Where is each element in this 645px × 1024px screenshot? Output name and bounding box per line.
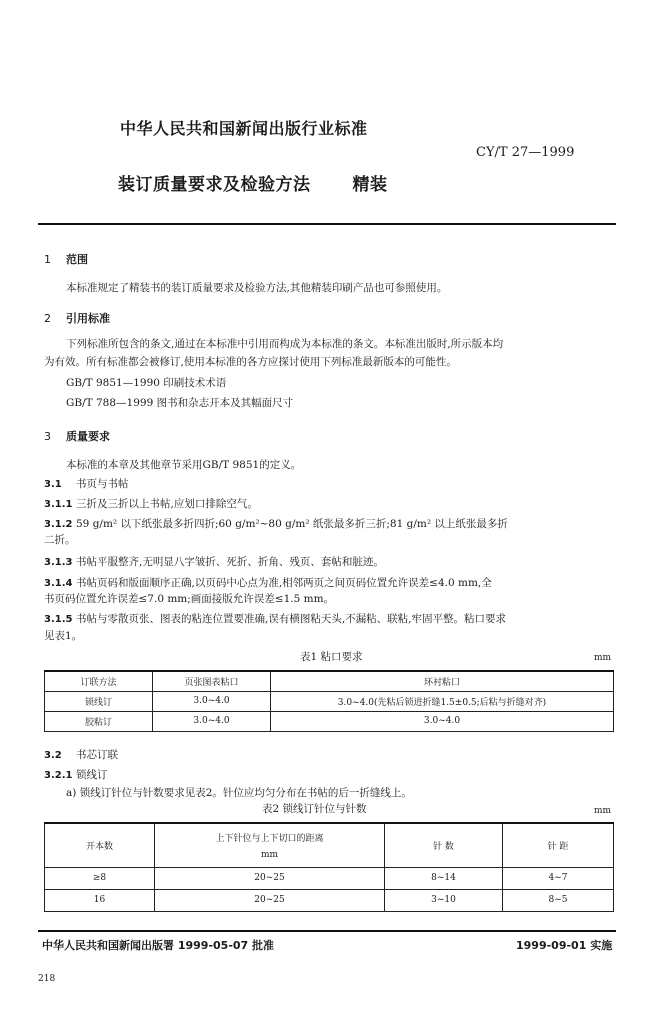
footer-rule <box>38 930 616 932</box>
clause-number: 3.1.2 <box>44 519 73 530</box>
table-1-caption: 表1 粘口要求 <box>300 651 363 663</box>
table-1 <box>44 670 614 732</box>
table-1-unit: mm <box>594 653 612 663</box>
table-2-caption: 表2 锁线订针位与针数 <box>262 803 367 815</box>
table-row <box>45 889 614 911</box>
table-cell: 3.0~4.0 <box>271 711 614 731</box>
section-title: 质量要求 <box>66 430 110 443</box>
clause-number: 3.2.1 <box>44 770 73 781</box>
reference-item: GB/T 9851—1990 印刷技术术语 <box>66 377 227 389</box>
table-cell: 3.0~4.0 <box>153 691 271 711</box>
section-title: 引用标准 <box>66 312 110 325</box>
table-header-cell-line: 上下针位与上下切口的距离 <box>215 833 324 844</box>
clause-text: 书芯订联 <box>76 749 118 761</box>
clause-3-2 <box>44 747 118 762</box>
clause-3-1-4 <box>44 575 492 590</box>
table-2 <box>44 822 614 912</box>
effective-date: 1999-09-01 实施 <box>516 939 613 952</box>
table-header-cell: 针 距 <box>503 823 614 867</box>
section-2-para-line2: 为有效。所有标准都会被修订,使用本标准的各方应探讨使用下列标准最新版本的可能性。 <box>44 356 457 368</box>
clause-3-1 <box>44 476 129 491</box>
table-row <box>45 691 614 711</box>
table-header-cell: 环衬粘口 <box>271 671 614 691</box>
section-title: 范围 <box>66 253 88 266</box>
clause-number: 3.1.5 <box>44 614 73 625</box>
section-2-para-line1: 下列标准所包含的条文,通过在本标准中引用而构成为本标准的条文。本标准出版时,所示版本均 <box>66 338 504 350</box>
table-row <box>45 711 614 731</box>
table-cell: 锁线订 <box>45 691 153 711</box>
document-title-sub: 精装 <box>352 175 388 195</box>
clause-number: 3.1.3 <box>44 557 73 568</box>
table-cell: ≥8 <box>45 867 155 889</box>
document-title <box>118 170 388 195</box>
section-number: 1 <box>44 253 51 266</box>
table-cell: 20~25 <box>155 867 385 889</box>
section-1-heading <box>44 251 88 267</box>
table-header-cell: 页张图表粘口 <box>153 671 271 691</box>
clause-text: 书页与书帖 <box>76 478 129 490</box>
clause-number: 3.2 <box>44 750 62 761</box>
table-cell: 胶粘订 <box>45 711 153 731</box>
item-a: a) 锁线订针位与针数要求见表2。针位应均匀分布在书帖的后一折缝线上。 <box>66 787 412 799</box>
table-cell: 20~25 <box>155 889 385 911</box>
section-3-heading <box>44 428 110 444</box>
clause-3-2-1 <box>44 767 108 782</box>
document-title-main: 装订质量要求及检验方法 <box>118 175 311 195</box>
reference-item: GB/T 788—1999 图书和杂志开本及其幅面尺寸 <box>66 397 294 409</box>
clause-3-1-2 <box>44 516 508 531</box>
clause-3-1-2-continued: 二折。 <box>44 534 76 546</box>
authority-title: 中华人民共和国新闻出版行业标准 <box>120 119 368 138</box>
table-header-unit: mm <box>260 849 279 860</box>
table-header-cell <box>155 823 385 867</box>
section-2-heading <box>44 310 110 326</box>
clause-text: 书帖与零散页张、图表的粘连位置要准确,误有横图粘天头,不漏粘、联粘,牢固平整。粘口要求 <box>76 613 507 625</box>
table-header-cell: 开本数 <box>45 823 155 867</box>
table-cell: 4~7 <box>503 867 614 889</box>
clause-3-1-4-continued: 书页码位置允许误差≤7.0 mm;画面接版允许误差≤1.5 mm。 <box>44 593 335 605</box>
page-number: 218 <box>38 974 56 984</box>
section-3-intro: 本标准的本章及其他章节采用GB/T 9851的定义。 <box>66 459 302 471</box>
table-header-cell: 针 数 <box>385 823 503 867</box>
clause-text: 59 g/m² 以下纸张最多折四折;60 g/m²~80 g/m² 纸张最多折三折;81 g/m² 以上纸张最多折 <box>76 518 508 530</box>
table-header-row <box>45 671 614 691</box>
table-cell: 3.0~4.0(先粘后锁进折缝1.5±0.5;后粘与折缝对齐) <box>271 691 614 711</box>
table-row <box>45 867 614 889</box>
table-cell: 3.0~4.0 <box>153 711 271 731</box>
table-header-cell: 订联方法 <box>45 671 153 691</box>
clause-3-1-3 <box>44 554 384 569</box>
clause-text: 书帖页码和版面顺序正确,以页码中心点为准,相邻两页之间页码位置允许误差≤4.0 mm,全 <box>76 577 492 589</box>
clause-number: 3.1.1 <box>44 499 73 510</box>
section-number: 3 <box>44 430 51 443</box>
header-rule <box>38 223 616 225</box>
section-1-paragraph: 本标准规定了精装书的装订质量要求及检验方法,其他精装印刷产品也可参照使用。 <box>66 282 448 294</box>
clause-3-1-5-continued: 见表1。 <box>44 630 83 642</box>
clause-3-1-5 <box>44 611 506 626</box>
clause-number: 3.1.4 <box>44 578 73 589</box>
table-cell: 8~5 <box>503 889 614 911</box>
clause-text: 三折及三折以上书帖,应划口排除空气。 <box>76 498 258 510</box>
table-cell: 8~14 <box>385 867 503 889</box>
table-cell: 16 <box>45 889 155 911</box>
standard-code: CY/T 27—1999 <box>476 145 575 160</box>
table-2-unit: mm <box>594 806 612 816</box>
table-cell: 3~10 <box>385 889 503 911</box>
clause-text: 书帖平服整齐,无明显八字皱折、死折、折角、残页、套帖和脏迹。 <box>76 556 384 568</box>
clause-3-1-1 <box>44 496 258 511</box>
clause-number: 3.1 <box>44 479 62 490</box>
clause-text: 锁线订 <box>76 769 108 781</box>
issued-by: 中华人民共和国新闻出版署 1999-05-07 批准 <box>42 939 275 952</box>
table-header-row <box>45 823 614 867</box>
section-number: 2 <box>44 312 51 325</box>
